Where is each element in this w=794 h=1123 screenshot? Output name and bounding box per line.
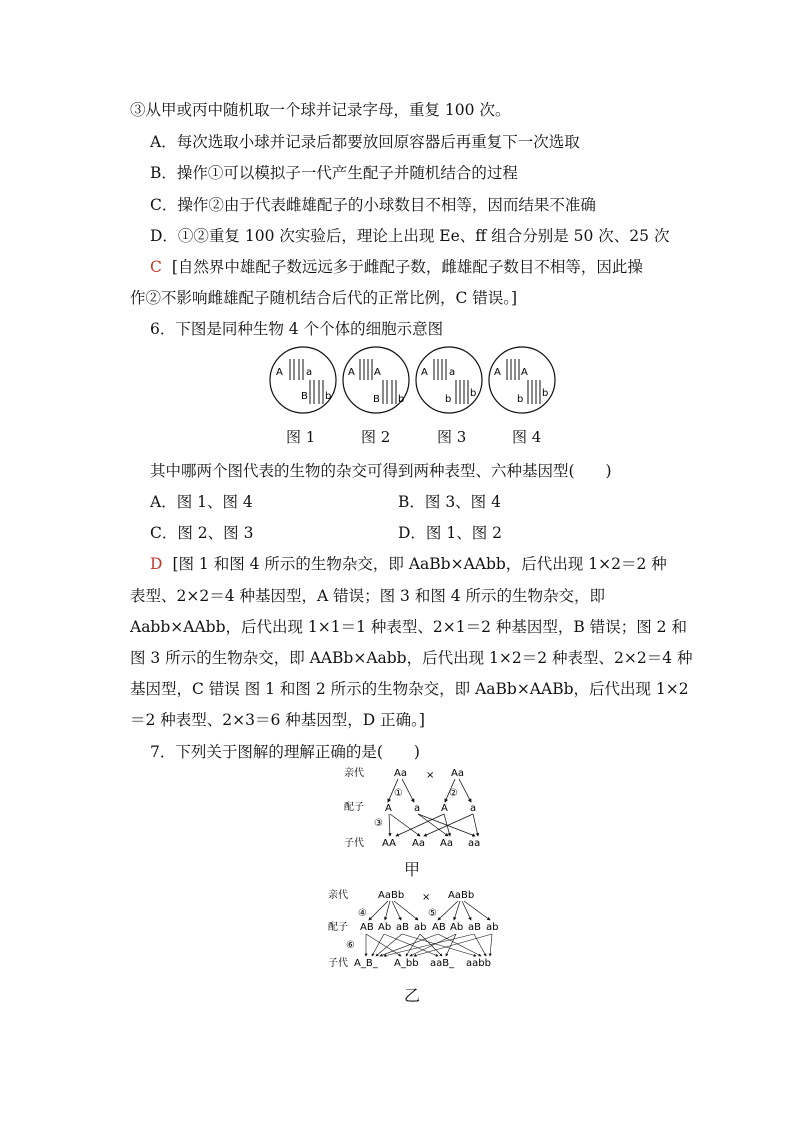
jia-label-child: 子代 — [344, 838, 364, 849]
cell-1-allele-bottom-left: B — [301, 391, 308, 402]
jia-child-3: Aa — [440, 838, 453, 849]
q6-option-b: B．图 3、图 4 — [398, 493, 501, 511]
q5-option-d: D．①②重复 100 次实验后，理论上出现 Ee、ff 组合分别是 50 次、25 次 — [150, 227, 670, 245]
yi-mark-6: ⑥ — [346, 940, 355, 951]
cell-2-allele-top-right: A — [374, 367, 381, 378]
yi-child-4: aabb — [466, 958, 491, 969]
q6-option-d: D．图 1、图 2 — [398, 524, 503, 542]
jia-mark-2: ② — [449, 788, 458, 799]
q6-stem: 6．下图是同种生物 4 个个体的细胞示意图 — [150, 320, 444, 338]
jia-child-4: aa — [468, 838, 481, 849]
yi-mark-5: ⑤ — [428, 908, 437, 919]
cell-4-allele-bottom-right: b — [542, 388, 549, 399]
cell-2-allele-bottom-right: b — [398, 394, 405, 405]
q6-option-c: C．图 2、图 3 — [150, 524, 254, 542]
diagram-yi — [326, 886, 506, 974]
cell-1 — [270, 347, 336, 413]
caption-fig-1: 图 1 — [286, 428, 316, 446]
yi-gamete-8: ab — [486, 922, 499, 933]
yi-gamete-7: aB — [468, 922, 481, 933]
caption-fig-4: 图 4 — [512, 428, 542, 446]
jia-cross: × — [426, 770, 435, 781]
jia-gamete-3: A — [441, 803, 448, 814]
diagram-jia-title: 甲 — [404, 860, 421, 879]
yi-child-2: A_bb — [394, 958, 419, 969]
q5-step3: ③从甲或丙中随机取一个球并记录字母，重复 100 次。 — [130, 101, 511, 119]
yi-label-child: 子代 — [328, 958, 348, 969]
q6-option-a: A．图 1、图 4 — [150, 493, 253, 511]
jia-gamete-1: A — [385, 803, 392, 814]
cell-3-allele-bottom-right: b — [470, 388, 477, 399]
q6-options-row-1 — [150, 490, 501, 512]
jia-label-gamete: 配子 — [344, 802, 364, 813]
q5-answer-line — [150, 255, 643, 277]
yi-gamete-3: aB — [396, 922, 409, 933]
q6-explain-2: 表型、2×2＝4 种基因型，A 错误；图 3 和图 4 所示的生物杂交，即 — [130, 587, 606, 605]
q7-stem: 7．下列关于图解的理解正确的是( ) — [150, 743, 420, 761]
q5-explain-1: [自然界中雄配子数远远多于雌配子数，雌雄配子数目不相等，因此操 — [171, 258, 643, 276]
cell-1-allele-bottom-right: b — [325, 391, 332, 402]
q5-option-a: A．每次选取小球并记录后都要放回原容器后再重复下一次选取 — [150, 133, 580, 151]
yi-mark-4: ④ — [358, 908, 367, 919]
yi-child-3: aaB_ — [430, 958, 455, 969]
cell-4-allele-top-right: A — [521, 367, 528, 378]
caption-fig-2: 图 2 — [361, 428, 391, 446]
q6-explain-3: Aabb×AAbb，后代出现 1×1＝1 种表型、2×1＝2 种基因型，B 错误；图 2 和 — [130, 618, 687, 636]
q6-explain-1: [图 1 和图 4 所示的生物杂交，即 AaBb×AAbb，后代出现 1×2＝2 种 — [172, 555, 667, 573]
q6-explain-4: 图 3 所示的生物杂交，即 AABb×Aabb，后代出现 1×2＝2 种表型、2×2＝4 种 — [130, 649, 693, 667]
q6-explain-6: ＝2 种表型、2×3＝6 种基因型，D 正确。] — [130, 711, 425, 729]
yi-child-1: A_B_ — [354, 958, 378, 969]
cell-1-allele-top-left: A — [276, 367, 283, 378]
cell-3 — [416, 347, 482, 413]
q6-explain-5: 基因型，C 错误 图 1 和图 2 所示的生物杂交，即 AaBb×AABb，后代出现 1×2 — [130, 680, 689, 698]
jia-child-2: Aa — [412, 838, 425, 849]
jia-mark-1: ① — [394, 788, 403, 799]
cell-2-allele-bottom-left: B — [373, 394, 380, 405]
cell-2-allele-top-left: A — [348, 367, 355, 378]
q5-explain-2: 作②不影响雌雄配子随机结合后代的正常比例，C 错误。] — [130, 289, 518, 307]
cell-3-allele-top-left: A — [421, 367, 428, 378]
q5-option-c: C．操作②由于代表雌雄配子的小球数目不相等，因而结果不准确 — [150, 196, 596, 214]
cell-4-allele-top-left: A — [494, 367, 501, 378]
cell-2 — [343, 347, 409, 413]
q6-answer-line — [150, 552, 667, 574]
cell-diagrams — [268, 344, 558, 416]
yi-gamete-6: Ab — [450, 922, 464, 933]
cell-4 — [489, 347, 555, 413]
jia-parent-1: Aa — [394, 768, 407, 779]
jia-label-parent: 亲代 — [344, 768, 364, 779]
cell-3-allele-top-right: a — [449, 367, 456, 378]
jia-gamete-4: a — [470, 803, 477, 814]
diagram-jia — [338, 764, 498, 852]
jia-parent-2: Aa — [451, 768, 464, 779]
yi-gamete-4: ab — [414, 922, 427, 933]
jia-gamete-2: a — [414, 803, 421, 814]
yi-gamete-5: AB — [432, 922, 446, 933]
yi-gamete-2: Ab — [378, 922, 392, 933]
q5-option-b: B．操作①可以模拟子一代产生配子并随机结合的过程 — [150, 164, 518, 182]
q6-question: 其中哪两个图代表的生物的杂交可得到两种表型、六种基因型( ) — [150, 462, 612, 480]
q6-options-row-2 — [150, 521, 503, 543]
caption-fig-3: 图 3 — [437, 428, 467, 446]
jia-child-1: AA — [382, 838, 396, 849]
yi-gamete-1: AB — [360, 922, 374, 933]
jia-mark-3: ③ — [374, 818, 383, 829]
q5-answer: C — [150, 258, 162, 276]
yi-parent-2: AaBb — [448, 890, 475, 901]
cell-3-allele-bottom-left: b — [445, 394, 452, 405]
cell-4-allele-bottom-left: b — [517, 394, 524, 405]
yi-parent-1: AaBb — [378, 890, 405, 901]
cell-1-allele-top-right: a — [306, 367, 313, 378]
q6-answer: D — [150, 555, 163, 573]
yi-label-gamete: 配子 — [328, 922, 348, 933]
diagram-yi-title: 乙 — [404, 986, 421, 1005]
yi-cross: × — [422, 892, 431, 903]
yi-label-parent: 亲代 — [328, 890, 348, 901]
